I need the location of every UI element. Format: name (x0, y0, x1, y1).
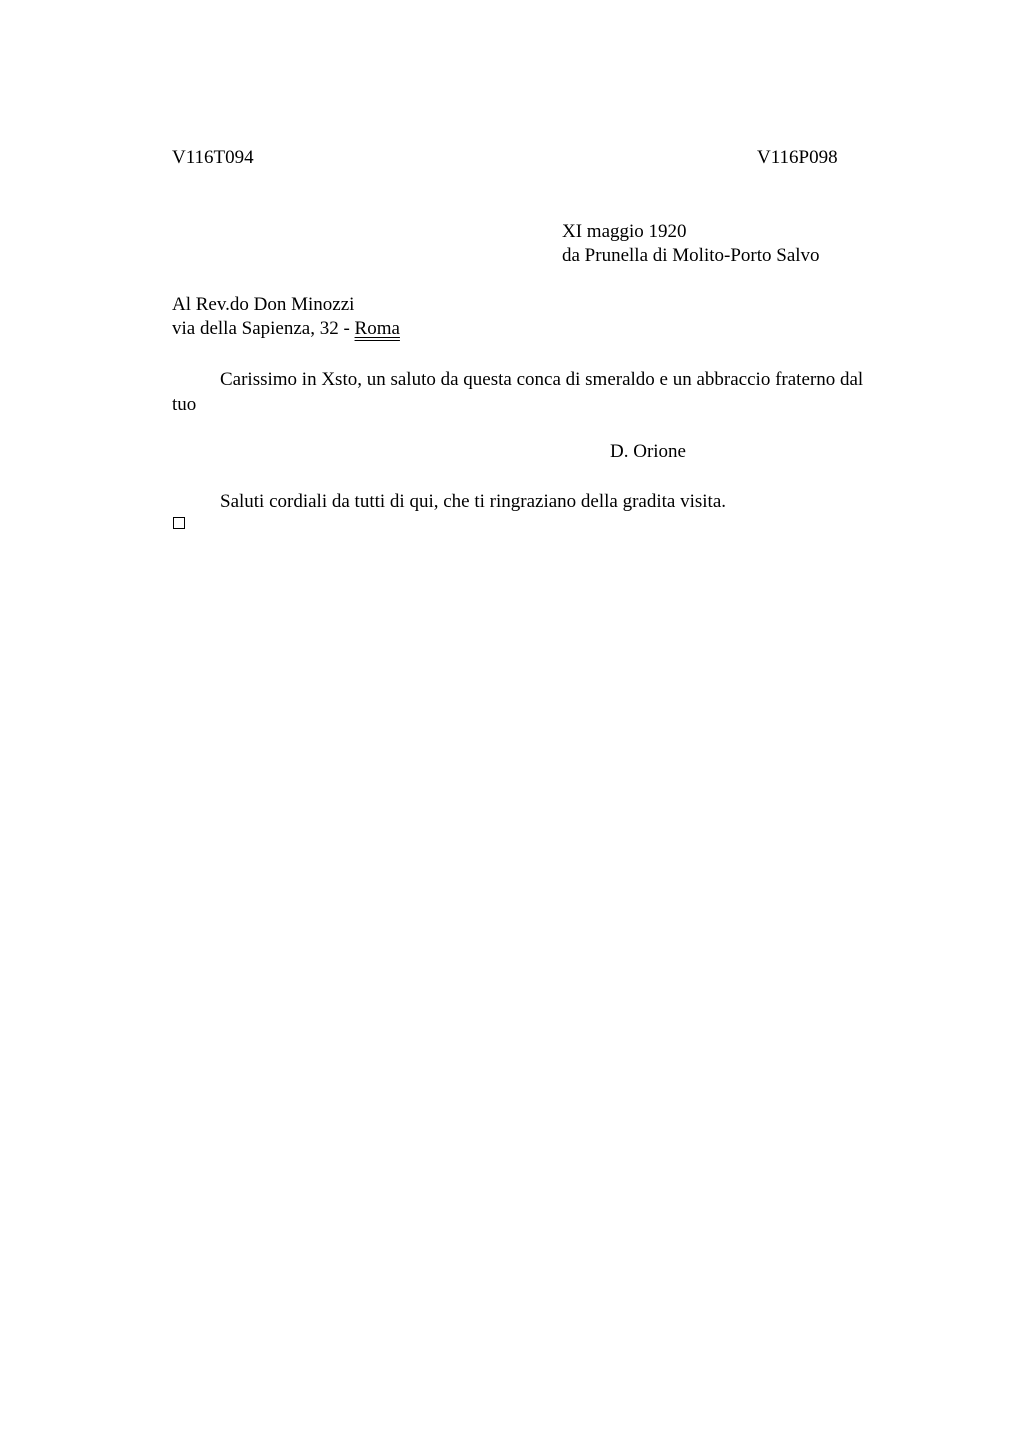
recipient-street: via della Sapienza, 32 - (172, 318, 355, 339)
document-reference-left: V116T094 (172, 147, 254, 168)
recipient-city: Roma (354, 318, 400, 339)
letter-signature: D. Orione (610, 441, 686, 462)
end-box-icon (173, 517, 185, 529)
letter-body: Carissimo in Xsto, un saluto da questa conca di smeraldo e un abbraccio fraterno dal tuo (172, 369, 864, 415)
recipient-street-line (172, 317, 400, 341)
letter-date: XI maggio 1920 (562, 221, 687, 242)
document-reference-right: V116P098 (757, 147, 838, 168)
letter-postscript: Saluti cordiali da tutti di qui, che ti ringraziano della gradita visita. (220, 491, 726, 512)
recipient-address (172, 293, 400, 341)
dateline (562, 220, 820, 268)
recipient-name: Al Rev.do Don Minozzi (172, 294, 355, 315)
letter-place: da Prunella di Molito-Porto Salvo (562, 245, 820, 266)
